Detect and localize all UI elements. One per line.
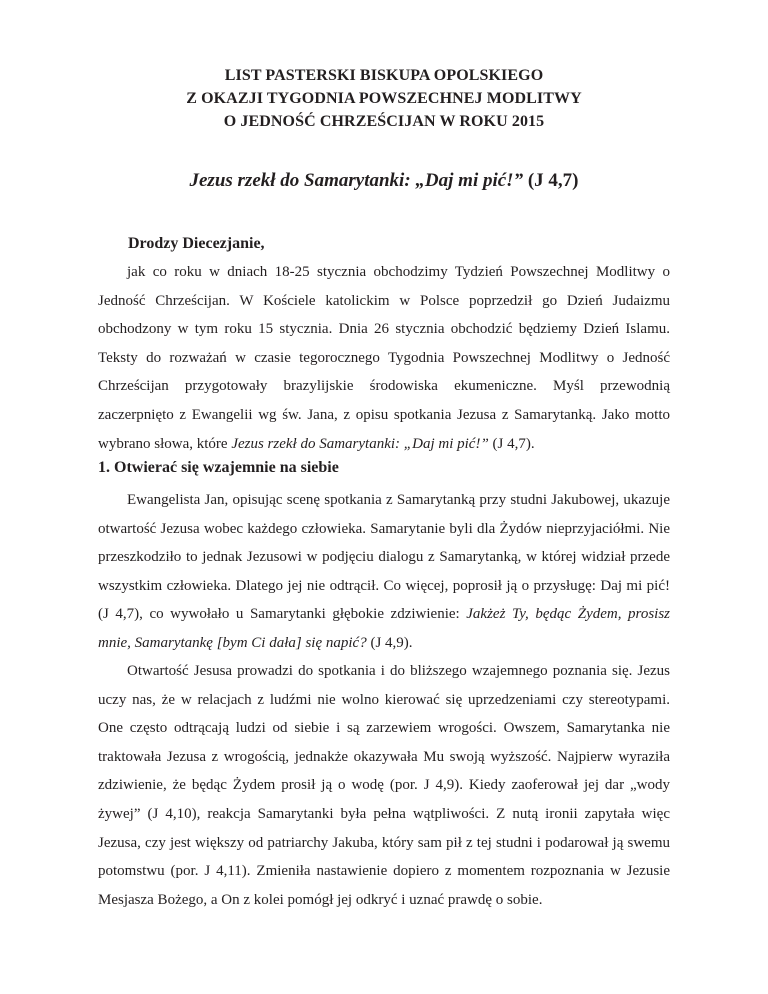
paragraph-intro [98, 258, 670, 458]
section-heading: 1. Otwierać się wzajemnie na siebie [98, 459, 339, 476]
title-line-1: LIST PASTERSKI BISKUPA OPOLSKIEGO [224, 67, 544, 84]
motto-reference: (J 4,7) [523, 170, 579, 191]
paragraph-openness-text: Ewangelista Jan, opisując scenę spotkania z Samarytanką przy studni Jakubowej, ukazuje otwartość Jezusa wobec każdego człowieka. Samarytanie byli dla Żydów nieprzyjaciółmi. Nie przeszkodziło to jednak Jezusowi w podjęciu dialogu z Samarytanką, w której widział przede wszystkim człowieka. Dlatego jej nie odtrącił. Co więcej, poprosił ją o przysługę: Daj mi pić! (J 4,7), co wywołało u Samarytanki głębokie zdziwienie: [98, 492, 670, 623]
letter-title [0, 64, 768, 133]
paragraph-openness-quote: Jakżeż Ty, będąc Żydem, prosisz mnie, Samarytankę [bym Ci dała] się napić? [98, 606, 670, 651]
paragraph-encounter [98, 657, 670, 914]
paragraph-intro-text: jak co roku w dniach 18-25 stycznia obchodzimy Tydzień Powszechnej Modlitwy o Jedność Chrześcijan. W Kościele katolickim w Polsce poprzedził go Dzień Judaizmu obchodzony w tym roku 15 stycznia. Dnia 26 stycznia obchodzić będziemy Dzień Islamu. Teksty do rozważań w czasie tegorocznego Tygodnia Powszechnej Modlitwy o Jedność Chrześcijan przygotowały brazylijskie środowiska ekumeniczne. Myśl przewodnią zaczerpnięto z Ewangelii wg św. Jana, z opisu spotkania Jezusa z Samarytanką. Jako motto wybrano słowa, które [98, 264, 670, 452]
title-line-3: O JEDNOŚĆ CHRZEŚCIJAN W ROKU 2015 [223, 113, 545, 130]
greeting: Drodzy Diecezjanie, [128, 235, 265, 252]
motto-quote: Jezus rzekł do Samarytanki: „Daj mi pić!” [189, 170, 524, 191]
paragraph-openness-end: (J 4,9). [366, 634, 413, 651]
title-line-2: Z OKAZJI TYGODNIA POWSZECHNEJ MODLITWY [186, 90, 582, 107]
paragraph-encounter-text: Otwartość Jesusa prowadzi do spotkania i do bliższego wzajemnego poznania się. Jezus uczy nas, że w relacjach z ludźmi nie wolno kierować się uprzedzeniami czy stereotypami. One często odtrącają ludzi od siebie i są zarzewiem wrogości. Owszem, Samarytanka nie traktowała Jezusa z wrogością, jednakże okazywała Mu swoją wyższość. Najpierw wyraziła zdziwienie, że będąc Żydem prosił ją o wodę (por. J 4,9). Kiedy zaoferował jej dar „wody żywej” (J 4,10), reakcja Samarytanki była pełna wątpliwości. Z nutą ironii zapytała więc Jezusa, czy jest większy od patriarchy Jakuba, który sam pił z tej studni i podarował ją swemu potomstwu (por. J 4,11). Zmieniła nastawienie dopiero z momentem rozpoznania w Jezusie Mesjasza Bożego, a On z kolei pomógł jej odkryć i uznać prawdę o sobie. [98, 663, 670, 908]
paragraph-intro-quote: Jezus rzekł do Samarytanki: „Daj mi pić!” [231, 435, 489, 452]
motto-subtitle [0, 169, 768, 193]
paragraph-intro-end: (J 4,7). [488, 435, 535, 452]
paragraph-openness [98, 486, 670, 658]
